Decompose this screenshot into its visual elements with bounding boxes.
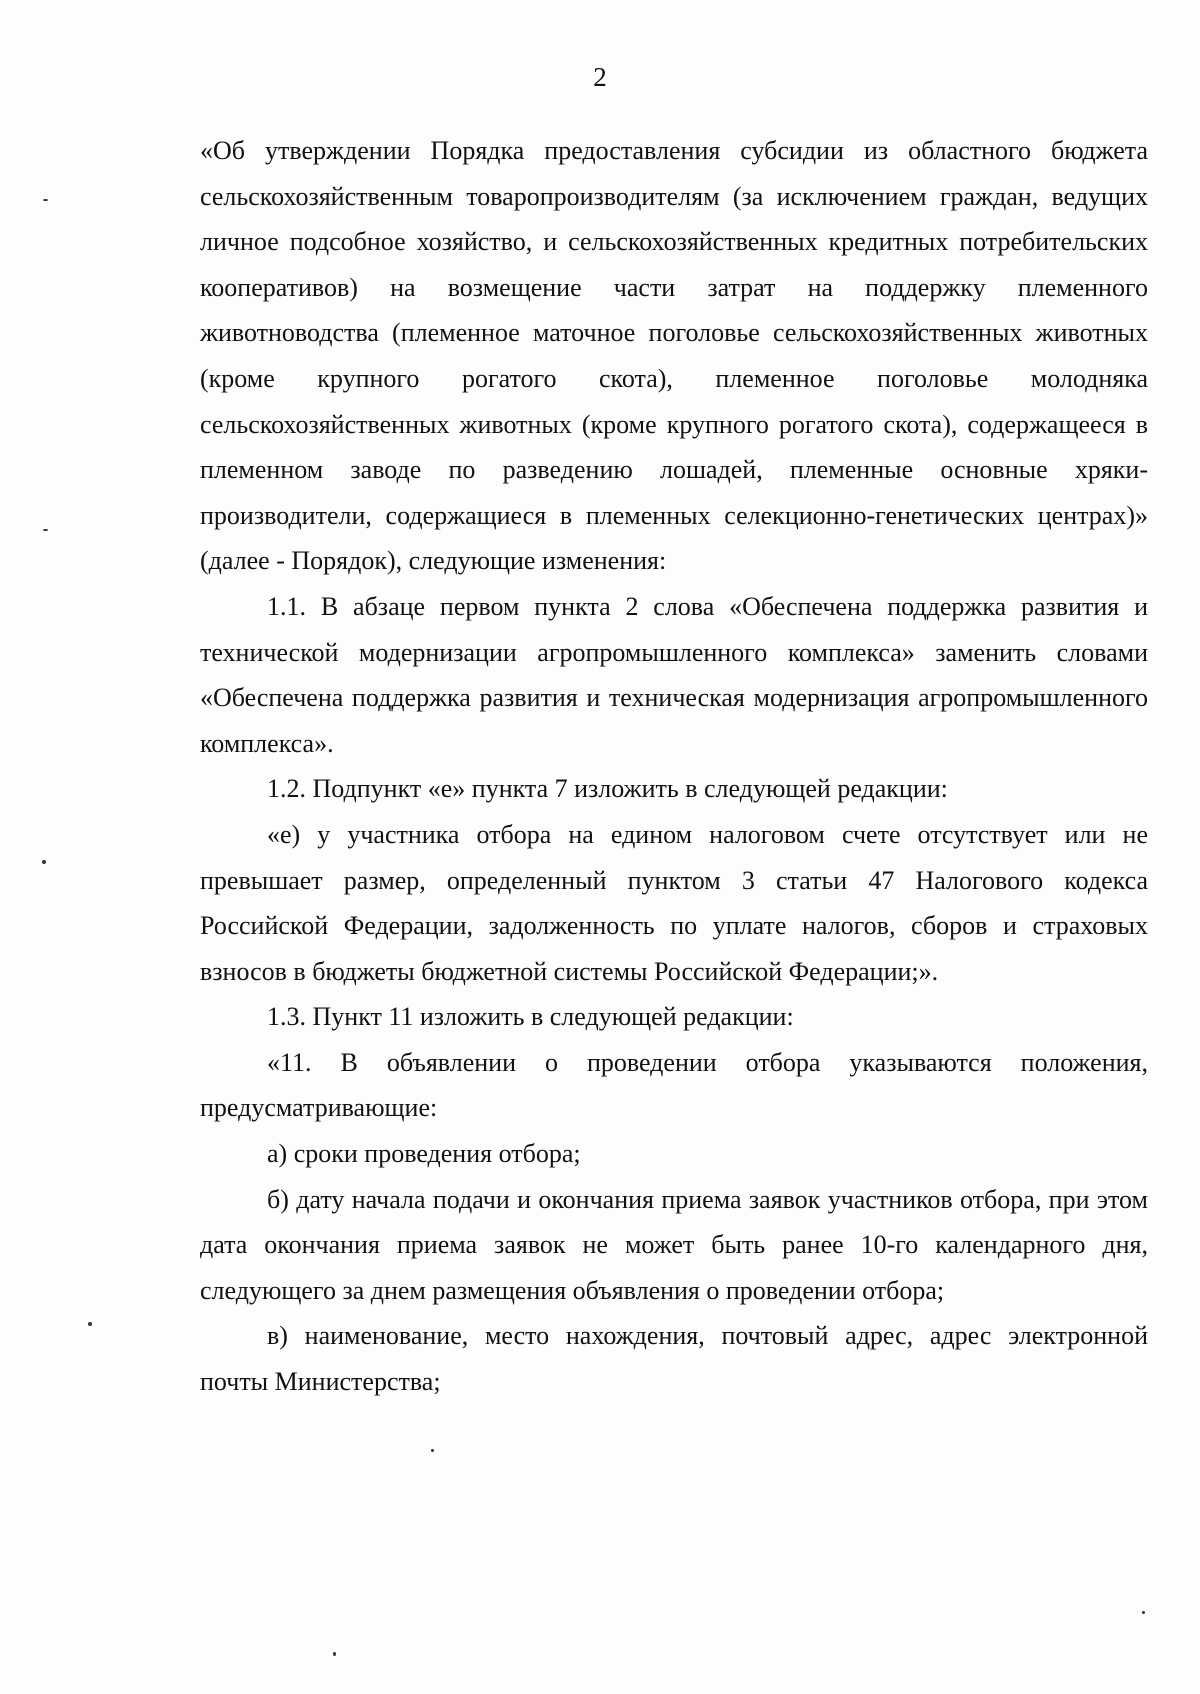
paragraph-subitem-e: «е) у участника отбора на едином налоговом счете отсутствует или не превышает размер, определенный пунктом 3 статьи 47 Налогового кодекса Российской Федерации, задолженность по уплате налогов, сборов и страховых взносов в бюджеты бюджетной системы Российской Федерации;». — [200, 819, 1148, 986]
paragraph-subitem-b: б) дату начала подачи и окончания приема заявок участников отбора, при этом дата окончания приема заявок не может быть ранее 10-го календарного дня, следующего за днем размещения объявления о проведении отбора; — [200, 1184, 1148, 1305]
paragraph-point-11: «11. В объявлении о проведении отбора указываются положения, предусматривающие: — [200, 1047, 1148, 1123]
paragraph-item-1-1: 1.1. В абзаце первом пункта 2 слова «Обеспечена поддержка развития и технической модернизации агропромышленного комплекса» заменить словами «Обеспечена поддержка развития и техническая модернизация агропромышленного комплекса». — [200, 591, 1148, 758]
paragraph-subitem-a: а) сроки проведения отбора; — [267, 1139, 581, 1169]
paragraph-subitem-v: в) наименование, место нахождения, почтовый адрес, адрес электронной почты Министерства; — [200, 1321, 1148, 1397]
paragraph-item-1-2: 1.2. Подпункт «е» пункта 7 изложить в следующей редакции: — [267, 774, 948, 804]
scan-speck — [431, 1449, 434, 1452]
page-number: 2 — [593, 62, 607, 92]
scan-speck — [1142, 1611, 1145, 1614]
scan-speck — [43, 529, 48, 531]
paragraph-item-1-3: 1.3. Пункт 11 изложить в следующей редакции: — [267, 1002, 794, 1032]
scan-speck — [42, 860, 46, 864]
scan-speck — [88, 1322, 92, 1326]
document-body — [200, 128, 1148, 1405]
paragraph-preamble: «Об утверждении Порядка предоставления субсидии из областного бюджета сельскохозяйственным товаропроизводителям (за исключением граждан, ведущих личное подсобное хозяйство, и сельскохозяйственных кредитных потребительских кооперативов) на возмещение части затрат на поддержку племенного животноводства (племенное маточное поголовье сельскохозяйственных животных (кроме крупного рогатого скота), племенное поголовье молодняка сельскохозяйственных животных (кроме крупного рогатого скота), содержащееся в племенном заводе по разведению лошадей, племенные основные хряки-производители, содержащиеся в племенных селекционно-генетических центрах)» (далее - Порядок), следующие изменения: — [200, 136, 1148, 576]
scan-speck — [333, 1652, 336, 1656]
scan-speck — [43, 199, 48, 201]
